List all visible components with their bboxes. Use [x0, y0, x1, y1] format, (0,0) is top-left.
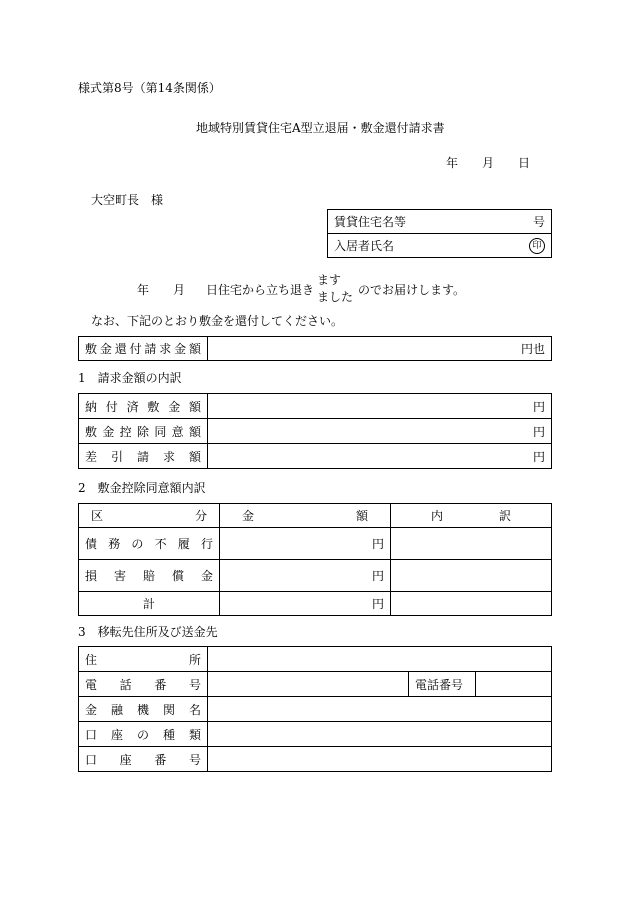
notice-day-text: 日住宅から立ち退き: [206, 283, 315, 297]
notice-month: 月: [173, 283, 186, 297]
claim-amount-field[interactable]: [208, 337, 552, 361]
address-field[interactable]: [208, 647, 552, 672]
table-row: [79, 672, 552, 697]
header-breakdown: 内訳: [431, 509, 511, 523]
row-label: 敷金控除同意額: [85, 424, 201, 439]
account-type-field[interactable]: [208, 722, 552, 747]
row-label: 計: [79, 592, 220, 616]
table-row: [79, 697, 552, 722]
breakdown-field[interactable]: [391, 528, 552, 560]
amount-field[interactable]: [208, 419, 552, 444]
unit: 円: [371, 597, 384, 611]
seal-mark: 印: [529, 238, 545, 254]
notice-year: 年: [137, 283, 150, 297]
unit: 円: [532, 424, 545, 439]
row-label: 損害賠償金: [85, 569, 213, 583]
date-day-label: 日: [518, 156, 531, 170]
section3-heading: 3 移転先住所及び送金先: [78, 625, 218, 639]
notice-option-mashita[interactable]: ました: [317, 290, 354, 304]
section1-table: [78, 393, 552, 469]
housing-unit-label[interactable]: 号: [495, 210, 552, 234]
amount-field[interactable]: [220, 528, 391, 560]
applicant-table: [327, 209, 552, 258]
breakdown-field[interactable]: [391, 560, 552, 592]
table-row: [79, 528, 552, 560]
unit: 円: [532, 449, 545, 464]
phone-field-2[interactable]: [476, 672, 552, 697]
addressee: 大空町長 様: [91, 193, 164, 207]
account-number-field[interactable]: [208, 747, 552, 772]
breakdown-field[interactable]: [391, 592, 552, 616]
section2-heading: 2 敷金控除同意額内訳: [78, 481, 206, 495]
table-row: [79, 747, 552, 772]
phone-label-cell: 電話番号: [409, 672, 476, 697]
row-label: 差引請求額: [85, 449, 201, 464]
claim-label: 敷金還付請求金額: [85, 342, 201, 356]
header-category: 区分: [91, 509, 207, 523]
table-row: [79, 722, 552, 747]
tenant-name-label: 入居者氏名: [328, 234, 496, 258]
row-label: 口座の種類: [85, 727, 201, 742]
unit: 円: [371, 569, 384, 583]
claim-table: [78, 336, 552, 361]
unit: 円: [371, 537, 384, 551]
amount-field[interactable]: [220, 560, 391, 592]
row-label: 債務の不履行: [85, 537, 213, 551]
header-amount: 金額: [242, 509, 368, 523]
table-row: [79, 444, 552, 469]
table-row: [79, 560, 552, 592]
row-label: 金融機関名: [85, 702, 201, 717]
table-row: [79, 592, 552, 616]
notice-tail: のでお届けします。: [358, 283, 466, 297]
section2-table: [78, 503, 552, 616]
amount-field[interactable]: [208, 394, 552, 419]
phone-field[interactable]: [208, 672, 409, 697]
date-year-label: 年: [446, 156, 459, 170]
bank-name-field[interactable]: [208, 697, 552, 722]
table-row: [79, 647, 552, 672]
request-line: なお、下記のとおり敷金を還付してください。: [91, 314, 344, 328]
row-label: 電話番号: [85, 677, 201, 692]
tenant-name-field[interactable]: [495, 234, 552, 258]
claim-unit: 円也: [520, 342, 545, 356]
amount-field[interactable]: [220, 592, 391, 616]
notice-option-masu[interactable]: ます: [317, 273, 342, 287]
row-label: 口座番号: [85, 752, 201, 767]
section3-table: [78, 646, 552, 772]
amount-field[interactable]: [208, 444, 552, 469]
section1-heading: 1 請求金額の内訳: [78, 371, 182, 385]
table-header-row: [79, 504, 552, 528]
row-label: 納付済敷金額: [85, 399, 201, 414]
table-row: [79, 394, 552, 419]
housing-name-label: 賃貸住宅名等: [328, 210, 496, 234]
page-title: 地域特別賃貸住宅A型立退届・敷金還付請求書: [196, 121, 445, 135]
date-month-label: 月: [482, 156, 495, 170]
form-id: 様式第8号（第14条関係）: [78, 81, 221, 95]
unit: 円: [532, 399, 545, 414]
row-label: 住所: [85, 652, 201, 667]
table-row: [79, 419, 552, 444]
